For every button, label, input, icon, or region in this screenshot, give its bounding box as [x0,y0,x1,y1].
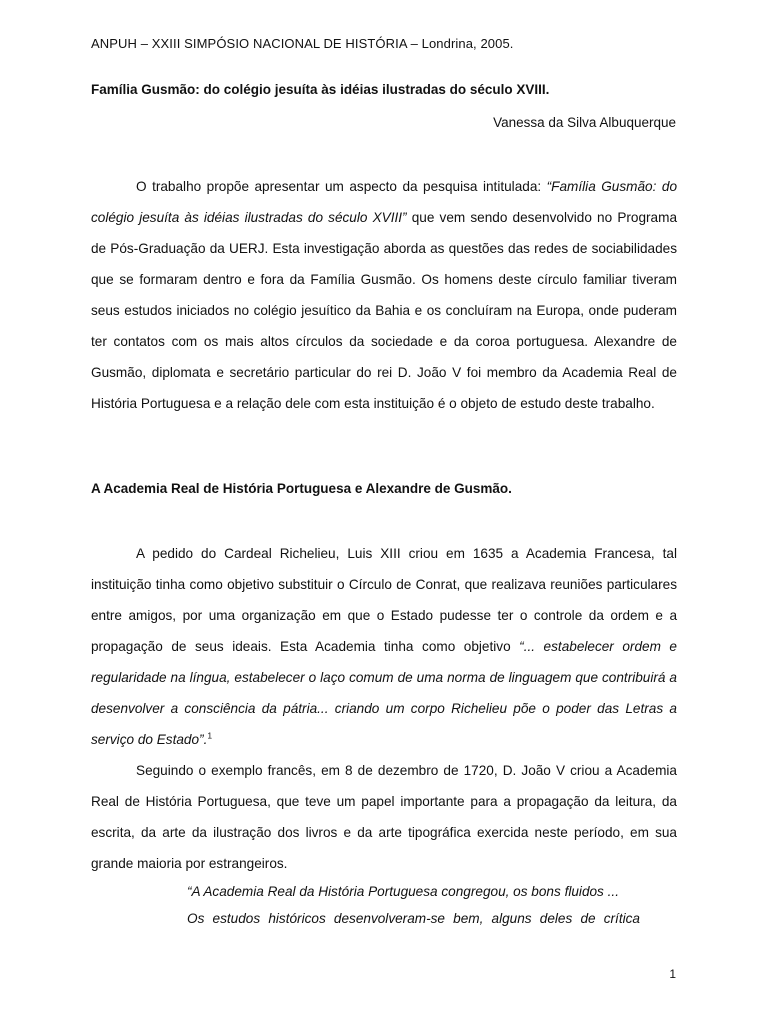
intro-text-before: O trabalho propõe apresentar um aspecto da pesquisa intitulada: [136,179,547,194]
academy-paragraph [91,538,677,755]
intro-italic-title: “Família Gusmão: do colégio jesuíta às idéias ilustradas do século XVIII” [91,179,677,225]
block-quote [187,878,640,932]
footnote-reference[interactable]: 1 [207,730,213,741]
author-name: Vanessa da Silva Albuquerque [493,115,676,130]
block-quote-line-2: Os estudos históricos desenvolveram-se bem, alguns deles de crítica [187,911,640,926]
portuguese-academy-text: Seguindo o exemplo francês, em 8 de dezembro de 1720, D. João V criou a Academia Real de História Portuguesa, que teve um papel importante para a propagação da leitura, da escrita, da arte da ilustração dos livros e da arte tipográfica exercida neste período, em sua grande maioria por estrangeiros. [91,763,677,871]
section-heading: A Academia Real de História Portuguesa e Alexandre de Gusmão. [91,481,512,496]
academy-italic-quote: “... estabelecer ordem e regularidade na língua, estabelecer o laço comum de uma norma de linguagem que contribuirá a desenvolver a consciência da pátria... criando um corpo Richelieu põe o poder das Letras a serviço do Estado”. [91,639,677,747]
page-number: 1 [669,967,676,981]
portuguese-academy-paragraph [91,755,677,879]
block-quote-line-1: “A Academia Real da História Portuguesa congregou, os bons fluidos ... [187,884,619,899]
academy-text-before: A pedido do Cardeal Richelieu, Luis XIII criou em 1635 a Academia Francesa, tal instituição tinha como objetivo substituir o Círculo de Conrat, que realizava reuniões particulares entre amigos, por uma organização em que o Estado pudesse ter o controle da ordem e a propagação de seus ideais. Esta Academia tinha como objetivo [91,546,677,654]
running-header: ANPUH – XXIII SIMPÓSIO NACIONAL DE HISTÓRIA – Londrina, 2005. [91,36,514,51]
intro-paragraph [91,171,677,419]
intro-text-after: que vem sendo desenvolvido no Programa de Pós-Graduação da UERJ. Esta investigação aborda as questões das redes de sociabilidades que se formaram dentro e fora da Família Gusmão. Os homens deste círculo familiar tiveram seus estudos iniciados no colégio jesuítico da Bahia e os concluíram na Europa, onde puderam ter contatos com os mais altos círculos da sociedade e da coroa portuguesa. Alexandre de Gusmão, diplomata e secretário particular do rei D. João V foi membro da Academia Real de História Portuguesa e a relação dele com esta instituição é o objeto de estudo deste trabalho. [91,210,678,411]
paper-title: Família Gusmão: do colégio jesuíta às idéias ilustradas do século XVIII. [91,82,550,97]
